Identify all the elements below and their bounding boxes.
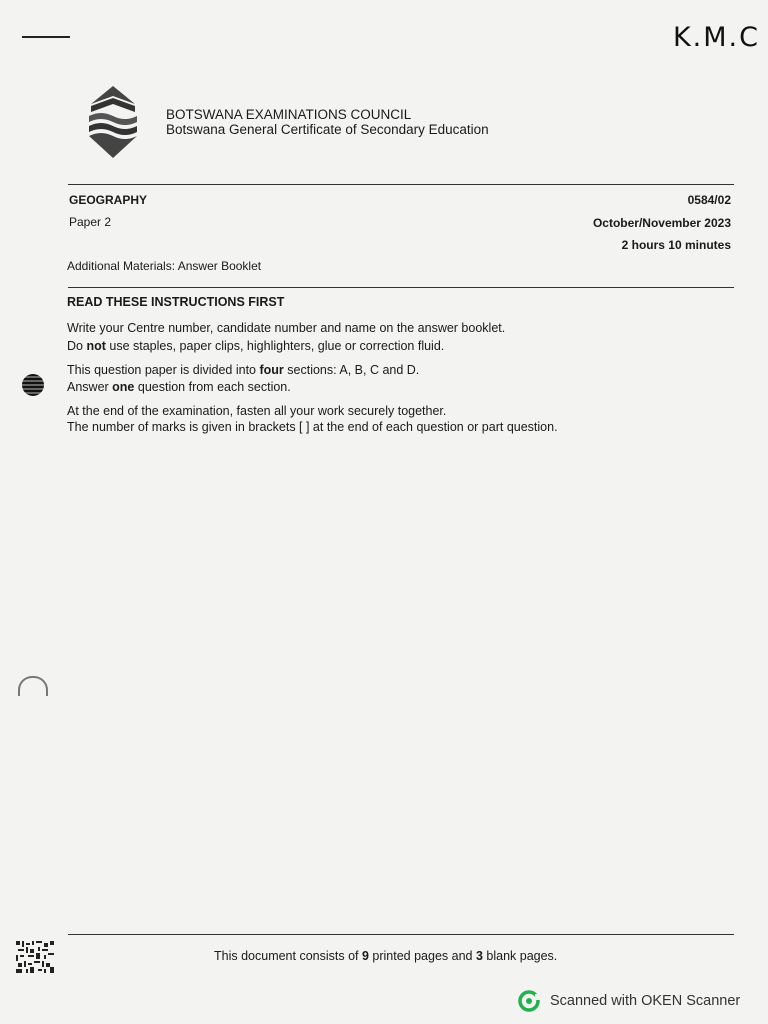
handwritten-note: K.M.C (672, 22, 760, 53)
scanner-watermark (518, 990, 740, 1012)
exam-duration: 2 hours 10 minutes (621, 238, 731, 252)
pen-mark (22, 36, 70, 38)
instruction-line: The number of marks is given in brackets [ ] at the end of each question or part question. (67, 420, 558, 434)
punch-hole-icon (18, 676, 48, 696)
subject-title: GEOGRAPHY (69, 193, 148, 207)
certificate-name: Botswana General Certificate of Secondary Education (166, 122, 489, 137)
oken-logo-icon (518, 990, 542, 1012)
paper-number: Paper 2 (69, 215, 112, 229)
punch-hole-icon (22, 374, 44, 396)
instruction-line: Do not use staples, paper clips, highlighters, glue or correction fluid. (67, 339, 445, 353)
divider (68, 287, 734, 288)
instruction-line: Write your Centre number, candidate number and name on the answer booklet. (67, 321, 506, 335)
instruction-line: This question paper is divided into four sections: A, B, C and D. (67, 363, 420, 377)
additional-materials: Additional Materials: Answer Booklet (67, 259, 262, 273)
syllabus-code: 0584/02 (687, 193, 731, 207)
barcode-icon (16, 941, 54, 973)
instruction-line: At the end of the examination, fasten all your work securely together. (67, 404, 447, 418)
council-name: BOTSWANA EXAMINATIONS COUNCIL (166, 107, 412, 122)
instruction-line: Answer one question from each section. (67, 380, 291, 394)
bec-logo-icon (85, 84, 141, 160)
exam-session: October/November 2023 (592, 216, 731, 230)
page-count-note: This document consists of 9 printed pages and 3 blank pages. (214, 949, 558, 963)
divider (68, 184, 734, 185)
divider (68, 934, 734, 935)
scanner-label: Scanned with OKEN Scanner (550, 993, 741, 1009)
instructions-heading: READ THESE INSTRUCTIONS FIRST (67, 295, 285, 309)
